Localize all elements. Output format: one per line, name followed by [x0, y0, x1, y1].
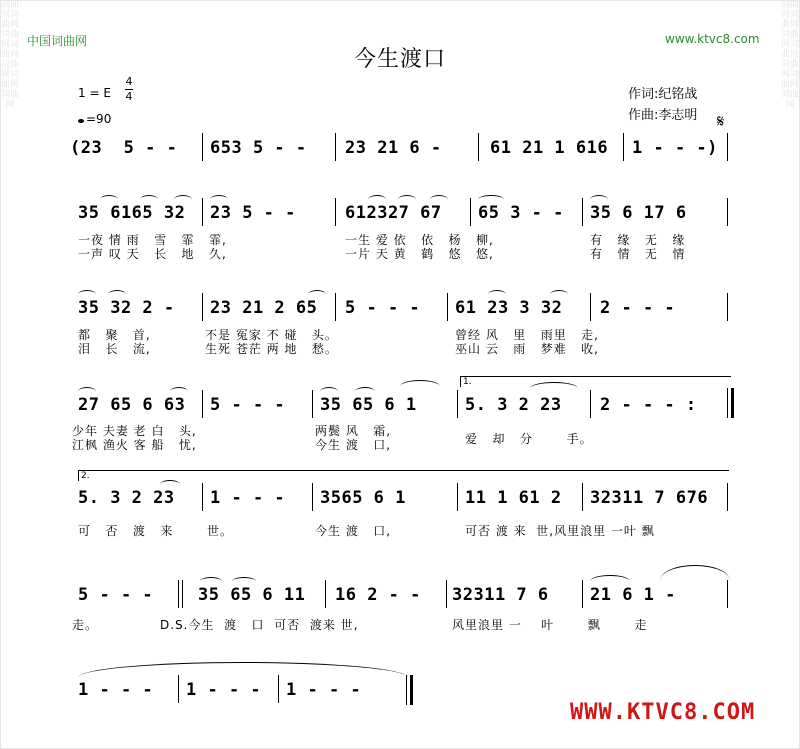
measure-notes: 61 21 1 616	[490, 138, 609, 158]
lyric-line: 江枫 渔火 客 船 忧,	[72, 438, 197, 452]
measure-notes: 1 - - -	[186, 680, 262, 700]
final-barline-thick	[410, 675, 413, 705]
site-name[interactable]: 中国词曲网	[27, 34, 88, 48]
meter-bottom: 4	[125, 90, 133, 103]
barline	[727, 133, 728, 161]
barline	[202, 133, 203, 161]
side-watermark-left: 词曲网词曲网词曲网词曲网词曲网词曲网词曲网	[0, 0, 19, 110]
measure-notes: 23 21 2 65	[210, 298, 318, 318]
lyric-line: 泪 长 流,	[78, 342, 151, 356]
tempo-mark	[78, 112, 111, 126]
volta-first: 1.	[460, 376, 731, 387]
lyric-line: 有 缘 无 缘	[590, 233, 686, 247]
barline	[447, 293, 448, 321]
barline	[202, 293, 203, 321]
lyric-line: 少年 夫妻 老 白 头,	[72, 424, 197, 438]
barline	[182, 580, 183, 608]
measure-notes: 16 2 - -	[335, 585, 421, 605]
measure-notes: 5. 3 2 23	[78, 488, 175, 508]
barline	[582, 580, 583, 608]
repeat-barline	[727, 388, 728, 418]
barline	[590, 293, 591, 321]
lyric-line: 一生 爱 依 依 杨 柳,	[345, 233, 494, 247]
lyric-line: 生死 苍茫 两 地 愁。	[205, 342, 338, 356]
measure-notes: 1 - - -	[210, 488, 286, 508]
measure-notes: 1 - - -	[78, 680, 154, 700]
tie	[400, 380, 440, 393]
barline	[457, 483, 458, 511]
measure-notes: 35 6 17 6	[590, 203, 687, 223]
lyric-line: 风里浪里 一 叶 飘 走	[452, 618, 648, 632]
measure-notes: 35 6165 32	[78, 203, 186, 223]
lyric-line: 一片 天 黄 鹤 悠 悠,	[345, 247, 494, 261]
segno-icon: 𝄋	[717, 112, 725, 132]
side-watermark-right: 词曲网词曲网词曲网词曲网词曲网词曲网词曲网	[780, 0, 799, 110]
barline	[202, 390, 203, 418]
barline	[178, 580, 179, 608]
measure-notes: 35 32 2 -	[78, 298, 175, 318]
measure-notes: 35 65 6 11	[198, 585, 306, 605]
measure-notes: 21 6 1 -	[590, 585, 676, 605]
lyric-line: D.S.今生 渡 口 可否 渡来 世,	[160, 618, 359, 632]
lyric-line: 走。	[72, 618, 99, 632]
barline	[325, 580, 326, 608]
barline	[446, 580, 447, 608]
measure-notes: 612327 67	[345, 203, 442, 223]
barline	[470, 198, 471, 226]
barline	[312, 390, 313, 418]
barline	[457, 390, 458, 418]
lyric-line: 都 聚 首,	[78, 328, 151, 342]
barline	[623, 133, 624, 161]
repeat-barline-thick	[731, 388, 734, 418]
lyric-line: 曾经 风 里 雨里 走,	[455, 328, 599, 342]
measure-notes: 1 - - -	[286, 680, 362, 700]
lyric-line: 巫山 云 雨 梦难 收,	[455, 342, 599, 356]
lyricist-credit: 作词:纪铭战	[628, 87, 698, 102]
barline	[335, 293, 336, 321]
song-title: 今生渡口	[353, 47, 446, 72]
lyric-line: 今生 渡 口,	[315, 524, 392, 538]
bottom-watermark: WWW.KTVC8.COM	[570, 700, 756, 725]
composer-credit: 作曲:李志明	[628, 108, 698, 123]
measure-notes: 61 23 3 32	[455, 298, 563, 318]
measure-notes: 5 - - -	[345, 298, 421, 318]
measure-notes: (23 5 - -	[70, 138, 178, 158]
lyric-line: 两鬓 风 霜,	[315, 424, 392, 438]
barline	[312, 483, 313, 511]
measure-notes: 65 3 - -	[478, 203, 564, 223]
barline	[727, 293, 728, 321]
barline	[478, 133, 479, 161]
time-signature	[125, 76, 133, 103]
barline	[202, 198, 203, 226]
measure-notes: 11 1 61 2	[465, 488, 562, 508]
measure-notes: 35 65 6 1	[320, 395, 417, 415]
barline	[727, 198, 728, 226]
lyric-line: 可否 渡 来 世,风里浪里 一叶 飘	[465, 524, 655, 538]
measure-notes: 23 21 6 -	[345, 138, 442, 158]
measure-notes: 5. 3 2 23	[465, 395, 562, 415]
measure-notes: 653 5 - -	[210, 138, 307, 158]
measure-notes: 32311 7 6	[452, 585, 549, 605]
measure-notes: 1 - - -)	[632, 138, 718, 158]
tie	[530, 382, 578, 395]
barline	[590, 390, 591, 418]
barline	[727, 483, 728, 511]
lyric-line: 爱 却 分 手。	[465, 432, 593, 446]
measure-notes: 2 - - -	[600, 298, 676, 318]
meter-top: 4	[125, 75, 133, 88]
measure-notes: 5 - - -	[210, 395, 286, 415]
measure-notes: 23 5 - -	[210, 203, 296, 223]
volta-second: 2.	[78, 470, 729, 481]
lyric-line: 可 否 渡 来 世。	[78, 524, 234, 538]
measure-notes: 32311 7 676	[590, 488, 709, 508]
lyric-line: 有 情 无 情	[590, 247, 686, 261]
quarter-note-icon	[78, 119, 84, 123]
measure-notes: 2 - - - :	[600, 395, 697, 415]
lyric-line: 今生 渡 口,	[315, 438, 392, 452]
measure-notes: 27 65 6 63	[78, 395, 186, 415]
tempo-value: =90	[86, 112, 112, 126]
measure-notes: 5 - - -	[78, 585, 154, 605]
site-url[interactable]: www.ktvc8.com	[665, 32, 760, 46]
barline	[582, 483, 583, 511]
lyric-line: 一声 叹 天 长 地 久,	[78, 247, 227, 261]
lyric-line: 一夜 情 雨 雪 霏 霏,	[78, 233, 227, 247]
barline	[335, 133, 336, 161]
barline	[582, 198, 583, 226]
barline	[202, 483, 203, 511]
measure-notes: 3565 6 1	[320, 488, 406, 508]
lyric-line: 不是 冤家 不 碰 头。	[205, 328, 338, 342]
barline	[335, 198, 336, 226]
key-signature: 1 = E	[78, 86, 111, 100]
